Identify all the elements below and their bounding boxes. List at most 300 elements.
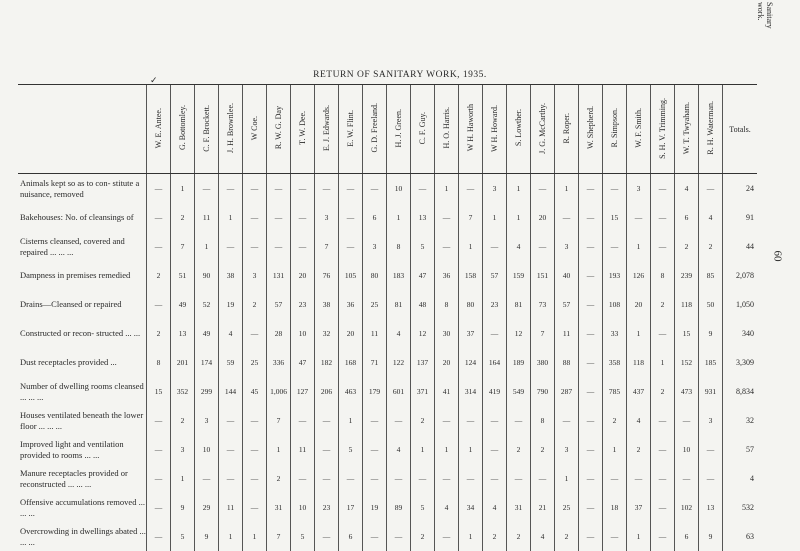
table-cell: 10 bbox=[675, 435, 699, 464]
table-cell: 15 bbox=[675, 319, 699, 348]
table-cell: 206 bbox=[315, 377, 339, 406]
table-cell: 2 bbox=[651, 290, 675, 319]
table-cell: 118 bbox=[675, 290, 699, 319]
table-cell: 10 bbox=[291, 319, 315, 348]
table-cell: — bbox=[627, 203, 651, 232]
page-number: 60 bbox=[772, 251, 784, 262]
row-total: 1,050 bbox=[723, 290, 758, 319]
side-label: Sanitary work. bbox=[760, 2, 774, 32]
table-cell: — bbox=[507, 406, 531, 435]
table-cell: 12 bbox=[507, 319, 531, 348]
inspector-name: R. Roper. bbox=[562, 113, 571, 143]
table-cell: 80 bbox=[459, 290, 483, 319]
inspector-header bbox=[603, 85, 627, 174]
row-total: 63 bbox=[723, 522, 758, 551]
table-cell: 1 bbox=[219, 203, 243, 232]
table-cell: 790 bbox=[531, 377, 555, 406]
table-cell: — bbox=[651, 435, 675, 464]
inspector-name: W. Shepherd. bbox=[586, 106, 595, 149]
table-cell: — bbox=[363, 435, 387, 464]
table-cell: 201 bbox=[171, 348, 195, 377]
table-cell: 7 bbox=[531, 319, 555, 348]
table-cell: 105 bbox=[339, 261, 363, 290]
inspector-name: W. F. Smith. bbox=[634, 108, 643, 148]
table-cell: 80 bbox=[363, 261, 387, 290]
row-label: Manure receptacles provided or reconstructed ... ... ... bbox=[18, 464, 147, 493]
table-cell: — bbox=[243, 319, 267, 348]
table-cell: — bbox=[243, 232, 267, 261]
table-cell: 8 bbox=[651, 261, 675, 290]
table-cell: 57 bbox=[483, 261, 507, 290]
table-cell: — bbox=[651, 493, 675, 522]
table-cell: — bbox=[315, 174, 339, 204]
inspector-name: R. H. Waterman. bbox=[706, 101, 715, 155]
row-total: 4 bbox=[723, 464, 758, 493]
table-cell: — bbox=[483, 319, 507, 348]
table-cell: 179 bbox=[363, 377, 387, 406]
table-cell: — bbox=[147, 522, 171, 551]
table-cell: 11 bbox=[363, 319, 387, 348]
table-cell: 31 bbox=[507, 493, 531, 522]
table-cell: 1 bbox=[171, 174, 195, 204]
table-cell: 4 bbox=[675, 174, 699, 204]
table-cell: 239 bbox=[675, 261, 699, 290]
inspector-name: T. W. Dee. bbox=[298, 111, 307, 145]
tick-mark: ✓ bbox=[150, 75, 158, 86]
table-cell: — bbox=[291, 406, 315, 435]
table-cell: 36 bbox=[435, 261, 459, 290]
table-cell: — bbox=[459, 174, 483, 204]
table-cell: 71 bbox=[363, 348, 387, 377]
table-cell: 4 bbox=[387, 435, 411, 464]
table-cell: 1 bbox=[507, 203, 531, 232]
table-cell: 4 bbox=[435, 493, 459, 522]
row-total: 8,834 bbox=[723, 377, 758, 406]
table-cell: — bbox=[219, 232, 243, 261]
table-cell: — bbox=[243, 435, 267, 464]
inspector-header bbox=[219, 85, 243, 174]
inspector-header bbox=[243, 85, 267, 174]
table-cell: — bbox=[579, 493, 603, 522]
table-cell: 13 bbox=[411, 203, 435, 232]
table-cell: 73 bbox=[531, 290, 555, 319]
table-cell: — bbox=[339, 203, 363, 232]
inspector-header bbox=[171, 85, 195, 174]
inspector-name: R. Simpson. bbox=[610, 108, 619, 147]
table-cell: 1 bbox=[555, 464, 579, 493]
table-cell: 25 bbox=[363, 290, 387, 319]
inspector-header bbox=[147, 85, 171, 174]
row-total: 91 bbox=[723, 203, 758, 232]
table-cell: 1 bbox=[603, 435, 627, 464]
inspector-name: G. D. Freeland. bbox=[370, 103, 379, 153]
table-cell: 419 bbox=[483, 377, 507, 406]
table-cell: 25 bbox=[555, 493, 579, 522]
inspector-name: E. W. Flint. bbox=[346, 110, 355, 147]
table-cell: — bbox=[651, 174, 675, 204]
inspector-name: W. T. Twyaham. bbox=[682, 102, 691, 154]
table-cell: — bbox=[387, 522, 411, 551]
table-cell: — bbox=[267, 203, 291, 232]
table-cell: 1 bbox=[459, 435, 483, 464]
table-cell: 49 bbox=[171, 290, 195, 319]
table-cell: 1 bbox=[627, 232, 651, 261]
table-cell: — bbox=[579, 290, 603, 319]
table-cell: — bbox=[147, 493, 171, 522]
table-cell: — bbox=[699, 464, 723, 493]
table-row bbox=[18, 290, 757, 319]
table-cell: 182 bbox=[315, 348, 339, 377]
row-total: 532 bbox=[723, 493, 758, 522]
row-label: Animals kept so as to con- stitute a nuisance, removed bbox=[18, 174, 147, 204]
table-cell: 11 bbox=[219, 493, 243, 522]
table-cell: 20 bbox=[435, 348, 459, 377]
table-cell: 2 bbox=[411, 522, 435, 551]
row-label: Cisterns cleansed, covered and repaired ... ... ... bbox=[18, 232, 147, 261]
table-cell: 185 bbox=[699, 348, 723, 377]
table-cell: 4 bbox=[699, 203, 723, 232]
table-cell: 38 bbox=[219, 261, 243, 290]
table-cell: — bbox=[483, 435, 507, 464]
table-cell: 11 bbox=[555, 319, 579, 348]
table-cell: 11 bbox=[291, 435, 315, 464]
table-cell: 4 bbox=[387, 319, 411, 348]
table-cell: 4 bbox=[219, 319, 243, 348]
table-cell: 1 bbox=[555, 174, 579, 204]
inspector-header bbox=[387, 85, 411, 174]
table-cell: 6 bbox=[675, 203, 699, 232]
table-cell: — bbox=[267, 174, 291, 204]
inspector-name: R. W. G. Day bbox=[274, 106, 283, 149]
row-total: 24 bbox=[723, 174, 758, 204]
table-cell: 8 bbox=[435, 290, 459, 319]
table-cell: 81 bbox=[507, 290, 531, 319]
table-cell: 1 bbox=[435, 174, 459, 204]
table-cell: 3 bbox=[555, 435, 579, 464]
inspector-header bbox=[651, 85, 675, 174]
table-cell: 189 bbox=[507, 348, 531, 377]
table-cell: 2 bbox=[411, 406, 435, 435]
totals-header: Totals. bbox=[723, 85, 758, 174]
table-row bbox=[18, 261, 757, 290]
table-cell: 8 bbox=[147, 348, 171, 377]
table-cell: 13 bbox=[171, 319, 195, 348]
table-cell: — bbox=[291, 464, 315, 493]
table-cell: — bbox=[651, 319, 675, 348]
blank-header bbox=[18, 85, 147, 174]
table-body bbox=[18, 174, 757, 551]
table-cell: 1 bbox=[627, 319, 651, 348]
table-cell: — bbox=[435, 464, 459, 493]
table-row bbox=[18, 174, 757, 204]
table-cell: — bbox=[363, 464, 387, 493]
inspector-name: C. F. Guy. bbox=[418, 112, 427, 144]
table-cell: 193 bbox=[603, 261, 627, 290]
table-cell: 81 bbox=[387, 290, 411, 319]
inspector-name: S. H. V. Trimming. bbox=[658, 98, 667, 159]
table-cell: 352 bbox=[171, 377, 195, 406]
table-cell: 19 bbox=[219, 290, 243, 319]
table-cell: 29 bbox=[195, 493, 219, 522]
table-cell: 785 bbox=[603, 377, 627, 406]
table-row bbox=[18, 464, 757, 493]
table-cell: — bbox=[579, 435, 603, 464]
row-label: Bakehouses: No. of cleansings of bbox=[18, 203, 147, 232]
table-cell: — bbox=[339, 464, 363, 493]
row-total: 57 bbox=[723, 435, 758, 464]
table-cell: 3 bbox=[555, 232, 579, 261]
table-cell: 21 bbox=[531, 493, 555, 522]
table-cell: 45 bbox=[243, 377, 267, 406]
row-label: Improved light and ventilation provided to rooms ... ... bbox=[18, 435, 147, 464]
table-cell: 158 bbox=[459, 261, 483, 290]
inspector-header bbox=[483, 85, 507, 174]
table-cell: 127 bbox=[291, 377, 315, 406]
table-cell: — bbox=[291, 174, 315, 204]
table-cell: — bbox=[219, 464, 243, 493]
table-cell: 7 bbox=[459, 203, 483, 232]
table-cell: — bbox=[243, 174, 267, 204]
row-label: Offensive accumulations removed ... ... ... bbox=[18, 493, 147, 522]
row-label: Dampness in premises remedied bbox=[18, 261, 147, 290]
page-title: RETURN OF SANITARY WORK, 1935. bbox=[0, 70, 800, 80]
table-cell: 37 bbox=[459, 319, 483, 348]
table-cell: — bbox=[147, 203, 171, 232]
table-cell: — bbox=[387, 406, 411, 435]
table-cell: 19 bbox=[363, 493, 387, 522]
table-cell: 118 bbox=[627, 348, 651, 377]
inspector-header bbox=[339, 85, 363, 174]
table-cell: 23 bbox=[291, 290, 315, 319]
table-cell: 9 bbox=[171, 493, 195, 522]
table-cell: 2 bbox=[675, 232, 699, 261]
table-cell: — bbox=[339, 232, 363, 261]
table-cell: 122 bbox=[387, 348, 411, 377]
table-cell: 6 bbox=[339, 522, 363, 551]
table-cell: 9 bbox=[699, 319, 723, 348]
table-cell: — bbox=[579, 203, 603, 232]
row-label: Drains—Cleansed or repaired bbox=[18, 290, 147, 319]
table-cell: 2 bbox=[171, 406, 195, 435]
table-cell: — bbox=[147, 406, 171, 435]
table-cell: 463 bbox=[339, 377, 363, 406]
table-cell: — bbox=[387, 464, 411, 493]
table-cell: — bbox=[579, 261, 603, 290]
table-cell: — bbox=[603, 522, 627, 551]
table-cell: — bbox=[315, 406, 339, 435]
table-cell: 25 bbox=[243, 348, 267, 377]
table-cell: 28 bbox=[267, 319, 291, 348]
table-cell: — bbox=[459, 464, 483, 493]
table-cell: 85 bbox=[699, 261, 723, 290]
table-cell: 931 bbox=[699, 377, 723, 406]
table-cell: 2 bbox=[651, 377, 675, 406]
table-cell: — bbox=[699, 435, 723, 464]
table-cell: 23 bbox=[315, 493, 339, 522]
table-cell: 2 bbox=[147, 319, 171, 348]
table-cell: 10 bbox=[291, 493, 315, 522]
inspector-header bbox=[363, 85, 387, 174]
table-cell: 1 bbox=[459, 522, 483, 551]
table-cell: 30 bbox=[435, 319, 459, 348]
table-cell: 1 bbox=[483, 203, 507, 232]
table-cell: — bbox=[579, 406, 603, 435]
inspector-name: H. J. Green. bbox=[394, 109, 403, 147]
table-cell: 1,006 bbox=[267, 377, 291, 406]
table-cell: — bbox=[555, 203, 579, 232]
table-cell: 473 bbox=[675, 377, 699, 406]
table-cell: 40 bbox=[555, 261, 579, 290]
table-cell: — bbox=[363, 522, 387, 551]
table-cell: — bbox=[219, 435, 243, 464]
table-cell: 2 bbox=[483, 522, 507, 551]
table-cell: 5 bbox=[339, 435, 363, 464]
table-cell: 336 bbox=[267, 348, 291, 377]
table-cell: 183 bbox=[387, 261, 411, 290]
table-cell: 437 bbox=[627, 377, 651, 406]
table-cell: 4 bbox=[507, 232, 531, 261]
table-cell: 7 bbox=[267, 522, 291, 551]
table-cell: 1 bbox=[411, 435, 435, 464]
table-row bbox=[18, 203, 757, 232]
table-cell: 32 bbox=[315, 319, 339, 348]
table-cell: — bbox=[291, 232, 315, 261]
table-cell: — bbox=[459, 406, 483, 435]
table-cell: 1 bbox=[387, 203, 411, 232]
table-cell: — bbox=[435, 203, 459, 232]
table-cell: 299 bbox=[195, 377, 219, 406]
table-cell: 1 bbox=[243, 522, 267, 551]
table-cell: 38 bbox=[315, 290, 339, 319]
table-cell: — bbox=[243, 203, 267, 232]
table-cell: 1 bbox=[171, 464, 195, 493]
row-total: 3,309 bbox=[723, 348, 758, 377]
table-cell: 59 bbox=[219, 348, 243, 377]
table-cell: 164 bbox=[483, 348, 507, 377]
table-cell: — bbox=[675, 406, 699, 435]
table-row bbox=[18, 377, 757, 406]
table-cell: 168 bbox=[339, 348, 363, 377]
inspector-name: S. Lowther. bbox=[514, 109, 523, 146]
table-cell: 1 bbox=[219, 522, 243, 551]
table-cell: 9 bbox=[195, 522, 219, 551]
table-cell: — bbox=[435, 406, 459, 435]
table-cell: 34 bbox=[459, 493, 483, 522]
table-cell: 20 bbox=[291, 261, 315, 290]
inspector-name: J. G. McCarthy. bbox=[538, 103, 547, 154]
inspector-header bbox=[579, 85, 603, 174]
table-cell: — bbox=[219, 406, 243, 435]
table-cell: — bbox=[411, 174, 435, 204]
table-cell: — bbox=[579, 464, 603, 493]
table-cell: 3 bbox=[243, 261, 267, 290]
inspector-name: W. E. Antee. bbox=[154, 108, 163, 148]
table-cell: — bbox=[483, 406, 507, 435]
table-cell: — bbox=[651, 522, 675, 551]
table-row bbox=[18, 406, 757, 435]
table-cell: 549 bbox=[507, 377, 531, 406]
inspector-header bbox=[627, 85, 651, 174]
table-cell: 3 bbox=[483, 174, 507, 204]
table-cell: 4 bbox=[483, 493, 507, 522]
table-cell: 4 bbox=[627, 406, 651, 435]
table-cell: — bbox=[651, 464, 675, 493]
table-cell: — bbox=[315, 435, 339, 464]
table-cell: 7 bbox=[315, 232, 339, 261]
table-cell: 2 bbox=[555, 522, 579, 551]
sanitary-work-table bbox=[18, 84, 757, 551]
table-cell: — bbox=[579, 348, 603, 377]
table-cell: 371 bbox=[411, 377, 435, 406]
table-cell: — bbox=[651, 232, 675, 261]
table-cell: — bbox=[531, 464, 555, 493]
inspector-name: J. H. Brownlee. bbox=[226, 103, 235, 153]
table-cell: 33 bbox=[603, 319, 627, 348]
table-cell: 358 bbox=[603, 348, 627, 377]
table-cell: 2 bbox=[171, 203, 195, 232]
row-label: Houses ventilated beneath the lower floor ... ... ... bbox=[18, 406, 147, 435]
table-cell: — bbox=[555, 406, 579, 435]
table-cell: 2 bbox=[627, 435, 651, 464]
table-cell: 2 bbox=[147, 261, 171, 290]
table-cell: — bbox=[507, 464, 531, 493]
table-cell: — bbox=[147, 464, 171, 493]
row-total: 44 bbox=[723, 232, 758, 261]
inspector-header bbox=[195, 85, 219, 174]
table-cell: — bbox=[483, 232, 507, 261]
row-label: Overcrowding in dwellings abated ... ... ... bbox=[18, 522, 147, 551]
table-cell: — bbox=[243, 406, 267, 435]
inspector-name: H. O. Harris. bbox=[442, 107, 451, 149]
table-cell: 144 bbox=[219, 377, 243, 406]
table-cell: 124 bbox=[459, 348, 483, 377]
table-cell: 3 bbox=[627, 174, 651, 204]
inspector-header bbox=[531, 85, 555, 174]
inspector-name: E. J. Edwards. bbox=[322, 105, 331, 151]
table-cell: — bbox=[243, 464, 267, 493]
table-cell: — bbox=[363, 406, 387, 435]
table-row bbox=[18, 435, 757, 464]
table-cell: 7 bbox=[267, 406, 291, 435]
table-cell: 287 bbox=[555, 377, 579, 406]
table-cell: 13 bbox=[699, 493, 723, 522]
table-row bbox=[18, 232, 757, 261]
inspector-header bbox=[459, 85, 483, 174]
table-cell: — bbox=[579, 377, 603, 406]
table-cell: 3 bbox=[195, 406, 219, 435]
table-cell: 2 bbox=[243, 290, 267, 319]
table-cell: 5 bbox=[411, 232, 435, 261]
table-cell: 1 bbox=[627, 522, 651, 551]
table-cell: 88 bbox=[555, 348, 579, 377]
table-cell: — bbox=[363, 174, 387, 204]
table-cell: — bbox=[315, 464, 339, 493]
table-cell: 174 bbox=[195, 348, 219, 377]
table-cell: — bbox=[411, 464, 435, 493]
table-cell: 5 bbox=[291, 522, 315, 551]
table-cell: — bbox=[483, 464, 507, 493]
table-cell: 12 bbox=[411, 319, 435, 348]
table-cell: 31 bbox=[267, 493, 291, 522]
table-cell: — bbox=[435, 232, 459, 261]
table-cell: — bbox=[675, 464, 699, 493]
table-cell: 17 bbox=[339, 493, 363, 522]
table-cell: 6 bbox=[675, 522, 699, 551]
table-cell: 152 bbox=[675, 348, 699, 377]
table-cell: — bbox=[435, 522, 459, 551]
table-cell: 15 bbox=[147, 377, 171, 406]
table-cell: — bbox=[147, 174, 171, 204]
